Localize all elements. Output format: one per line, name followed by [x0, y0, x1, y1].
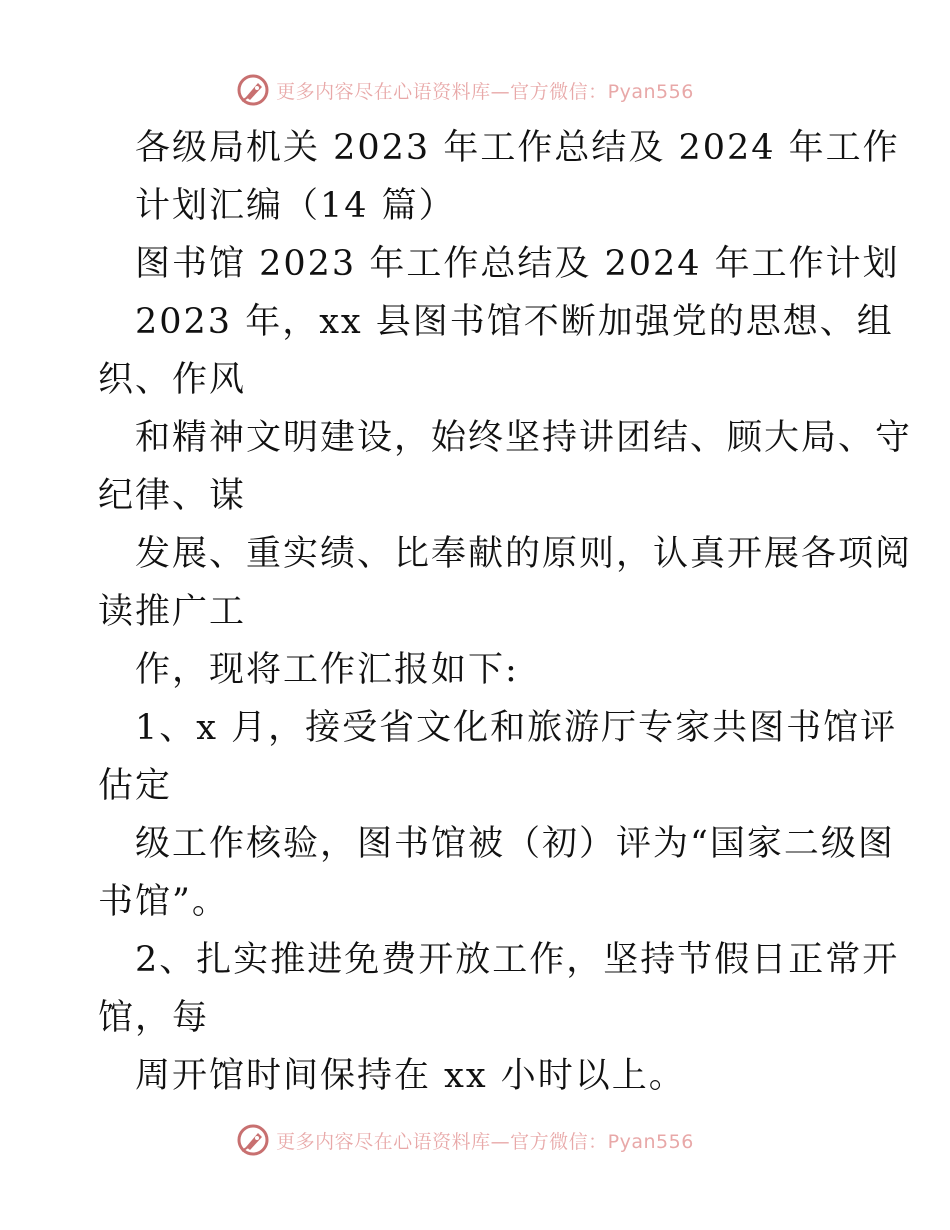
watermark-group [236, 1123, 694, 1157]
watermark-text: 更多内容尽在心语资料库—官方微信：Pyan556 [276, 1130, 694, 1153]
doc-line: 计划汇编（14 篇） [135, 186, 456, 226]
doc-line: 读推广工 [98, 592, 247, 632]
doc-line: 2023 年，xx 县图书馆不断加强党的思想、组 [135, 302, 894, 342]
doc-line: 和精神文明建设，始终坚持讲团结、顾大局、守 [135, 418, 913, 458]
doc-line: 发展、重实绩、比奉献的原则，认真开展各项阅 [135, 534, 913, 574]
doc-line: 图书馆 2023 年工作总结及 2024 年工作计划 [135, 244, 900, 284]
doc-line: 周开馆时间保持在 xx 小时以上。 [135, 1056, 686, 1096]
doc-line: 级工作核验，图书馆被（初）评为“国家二级图 [135, 824, 895, 864]
watermark-group [236, 73, 694, 107]
doc-line: 织、作风 [98, 360, 247, 400]
doc-line: 纪律、谋 [98, 476, 247, 516]
doc-line: 各级局机关 2023 年工作总结及 2024 年工作 [135, 128, 900, 168]
watermark-banner-top [0, 70, 950, 110]
watermark-banner-bottom [0, 1120, 950, 1160]
watermark-text: 更多内容尽在心语资料库—官方微信：Pyan556 [276, 80, 694, 103]
doc-line: 书馆”。 [98, 882, 229, 922]
pen-nib-logo-icon [236, 73, 270, 107]
doc-line: 1、x 月，接受省文化和旅游厅专家共图书馆评 [135, 708, 898, 748]
doc-line: 2、扎实推进免费开放工作，坚持节假日正常开 [135, 940, 900, 980]
pen-nib-logo-icon [236, 1123, 270, 1157]
doc-line: 作，现将工作汇报如下: [135, 650, 519, 690]
doc-line: 馆，每 [98, 998, 210, 1038]
doc-line: 估定 [98, 766, 173, 806]
